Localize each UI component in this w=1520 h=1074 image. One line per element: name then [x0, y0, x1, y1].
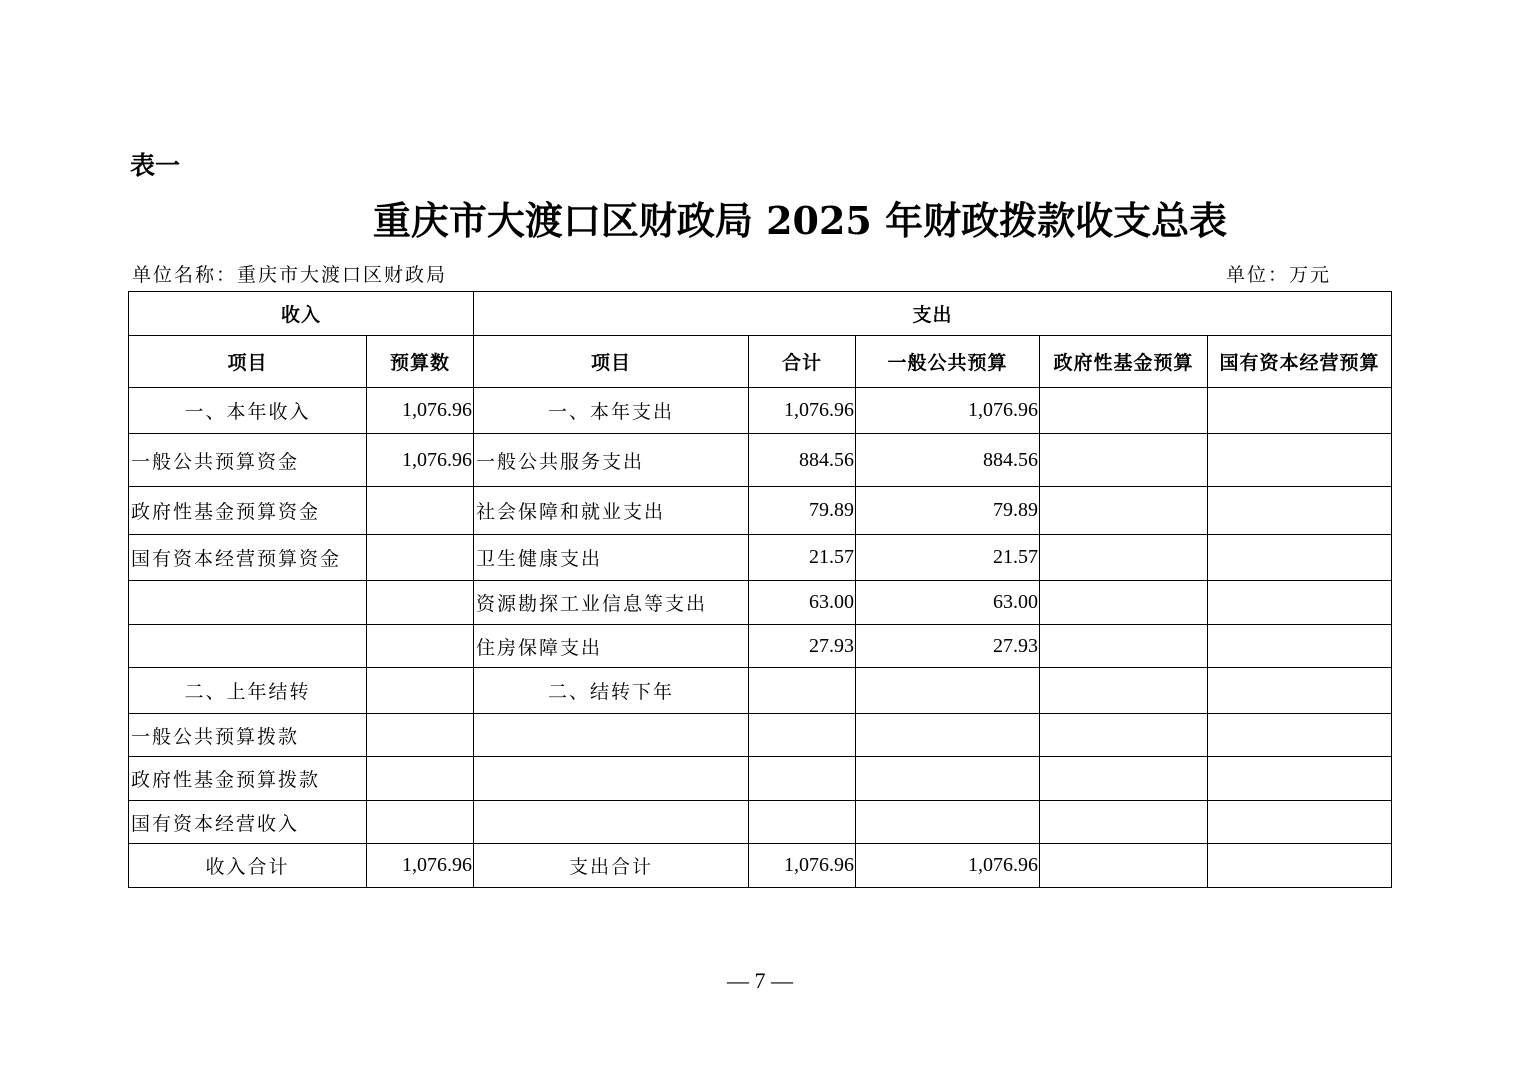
total-cell: 79.89	[749, 487, 856, 535]
general-budget-cell: 63.00	[856, 581, 1040, 625]
table-row	[129, 625, 1392, 668]
expense-item-cell: 一般公共服务支出	[474, 434, 749, 487]
fund-budget-cell	[1040, 434, 1208, 487]
expense-item-cell	[474, 714, 749, 757]
expense-item-cell: 卫生健康支出	[474, 535, 749, 581]
header-total: 合计	[749, 336, 856, 388]
expense-item-cell: 支出合计	[474, 844, 749, 888]
fund-budget-cell	[1040, 625, 1208, 668]
table-row	[129, 714, 1392, 757]
expense-item-cell: 住房保障支出	[474, 625, 749, 668]
income-item-cell: 一般公共预算拨款	[129, 714, 367, 757]
general-budget-cell: 884.56	[856, 434, 1040, 487]
general-budget-cell	[856, 668, 1040, 714]
general-budget-cell	[856, 757, 1040, 801]
expense-item-cell: 二、结转下年	[474, 668, 749, 714]
state-capital-cell	[1208, 625, 1392, 668]
header-fund-budget: 政府性基金预算	[1040, 336, 1208, 388]
unit-name: 单位名称：重庆市大渡口区财政局	[132, 264, 448, 286]
expense-item-cell: 一、本年支出	[474, 388, 749, 434]
header-budget-amount: 预算数	[367, 336, 474, 388]
header-income-item: 项目	[129, 336, 367, 388]
income-amount-cell	[367, 487, 474, 535]
income-item-cell: 收入合计	[129, 844, 367, 888]
income-amount-cell	[367, 757, 474, 801]
general-budget-cell	[856, 714, 1040, 757]
table-row	[129, 581, 1392, 625]
income-amount-cell	[367, 714, 474, 757]
page-number: — 7 —	[727, 968, 793, 993]
income-amount-cell	[367, 581, 474, 625]
table-row	[129, 535, 1392, 581]
total-cell: 1,076.96	[749, 388, 856, 434]
fund-budget-cell	[1040, 844, 1208, 888]
table-row	[129, 844, 1392, 888]
general-budget-cell: 1,076.96	[856, 844, 1040, 888]
total-cell: 1,076.96	[749, 844, 856, 888]
fund-budget-cell	[1040, 388, 1208, 434]
state-capital-cell	[1208, 535, 1392, 581]
income-amount-cell: 1,076.96	[367, 388, 474, 434]
unit-label: 单位：万元	[1226, 264, 1332, 286]
header-state-capital-budget: 国有资本经营预算	[1208, 336, 1392, 388]
fund-budget-cell	[1040, 487, 1208, 535]
income-amount-cell	[367, 668, 474, 714]
state-capital-cell	[1208, 668, 1392, 714]
income-amount-cell	[367, 801, 474, 844]
income-amount-cell	[367, 535, 474, 581]
income-item-cell: 一、本年收入	[129, 388, 367, 434]
expense-item-cell: 社会保障和就业支出	[474, 487, 749, 535]
header-row-columns	[129, 336, 1392, 388]
fund-budget-cell	[1040, 757, 1208, 801]
income-item-cell	[129, 625, 367, 668]
fund-budget-cell	[1040, 581, 1208, 625]
table-row	[129, 801, 1392, 844]
total-cell: 27.93	[749, 625, 856, 668]
income-amount-cell: 1,076.96	[367, 434, 474, 487]
total-cell: 63.00	[749, 581, 856, 625]
general-budget-cell: 1,076.96	[856, 388, 1040, 434]
total-cell: 21.57	[749, 535, 856, 581]
expense-item-cell	[474, 801, 749, 844]
header-expense: 支出	[474, 292, 1392, 336]
income-item-cell: 政府性基金预算资金	[129, 487, 367, 535]
state-capital-cell	[1208, 801, 1392, 844]
state-capital-cell	[1208, 581, 1392, 625]
total-cell	[749, 801, 856, 844]
table-row	[129, 388, 1392, 434]
fund-budget-cell	[1040, 714, 1208, 757]
total-cell: 884.56	[749, 434, 856, 487]
table-row	[129, 487, 1392, 535]
income-item-cell: 国有资本经营预算资金	[129, 535, 367, 581]
header-expense-item: 项目	[474, 336, 749, 388]
total-cell	[749, 757, 856, 801]
total-cell	[749, 714, 856, 757]
income-item-cell: 国有资本经营收入	[129, 801, 367, 844]
table-label: 表一	[130, 151, 181, 180]
table-row	[129, 757, 1392, 801]
state-capital-cell	[1208, 487, 1392, 535]
general-budget-cell: 21.57	[856, 535, 1040, 581]
fund-budget-cell	[1040, 535, 1208, 581]
income-amount-cell	[367, 625, 474, 668]
expense-item-cell: 资源勘探工业信息等支出	[474, 581, 749, 625]
income-item-cell: 政府性基金预算拨款	[129, 757, 367, 801]
income-item-cell: 一般公共预算资金	[129, 434, 367, 487]
fund-budget-cell	[1040, 668, 1208, 714]
income-amount-cell: 1,076.96	[367, 844, 474, 888]
total-cell	[749, 668, 856, 714]
state-capital-cell	[1208, 844, 1392, 888]
state-capital-cell	[1208, 714, 1392, 757]
document-title: 重庆市大渡口区财政局 2025 年财政拨款收支总表	[372, 198, 1228, 243]
state-capital-cell	[1208, 757, 1392, 801]
income-item-cell: 二、上年结转	[129, 668, 367, 714]
expense-item-cell	[474, 757, 749, 801]
general-budget-cell	[856, 801, 1040, 844]
general-budget-cell: 27.93	[856, 625, 1040, 668]
table-row	[129, 668, 1392, 714]
income-item-cell	[129, 581, 367, 625]
general-budget-cell: 79.89	[856, 487, 1040, 535]
budget-table	[128, 291, 1392, 888]
state-capital-cell	[1208, 434, 1392, 487]
state-capital-cell	[1208, 388, 1392, 434]
fund-budget-cell	[1040, 801, 1208, 844]
table-row	[129, 434, 1392, 487]
header-income: 收入	[129, 292, 474, 336]
header-general-budget: 一般公共预算	[856, 336, 1040, 388]
header-row-group	[129, 292, 1392, 336]
